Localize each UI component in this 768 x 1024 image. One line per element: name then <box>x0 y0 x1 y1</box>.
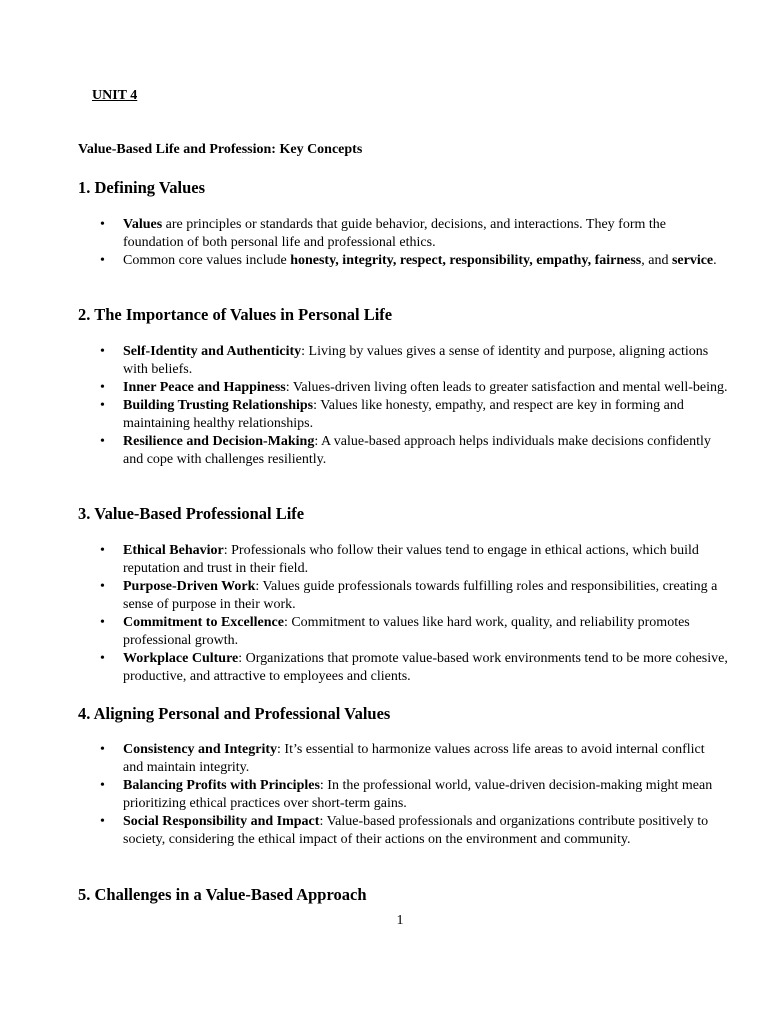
bullet-icon: • <box>100 398 105 413</box>
bullet-icon: • <box>100 651 105 666</box>
section-heading: 3. Value-Based Professional Life <box>78 504 305 523</box>
section-heading: 2. The Importance of Values in Personal Life <box>78 305 393 324</box>
bullet-icon: • <box>100 344 105 359</box>
bullet-icon: • <box>100 253 105 268</box>
list-item: • Balancing Profits with Principles: In the professional world, value-driven decision-making might mean prioritizing ethical practices over short-term gains. <box>100 778 713 811</box>
bullet-list <box>78 741 728 849</box>
section-heading: 1. Defining Values <box>78 178 205 197</box>
bullet-list <box>78 542 728 686</box>
list-item: • Values are principles or standards that guide behavior, decisions, and interactions. They form the foundation of both personal life and professional ethics. <box>100 217 666 250</box>
bullet-icon: • <box>100 814 105 829</box>
list-item: • Ethical Behavior: Professionals who follow their values tend to engage in ethical actions, which build reputation and trust in their field. <box>100 543 699 576</box>
list-item: • Purpose-Driven Work: Values guide professionals towards fulfilling roles and responsibilities, creating a sense of purpose in their work. <box>100 579 718 612</box>
bullet-icon: • <box>100 543 105 558</box>
bullet-icon: • <box>100 778 105 793</box>
section-heading: 5. Challenges in a Value-Based Approach <box>78 885 367 904</box>
section-heading: 4. Aligning Personal and Professional Values <box>78 704 391 723</box>
list-item: • Self-Identity and Authenticity: Living by values gives a sense of identity and purpose, aligning actions with beliefs. <box>100 344 709 377</box>
bullet-list <box>78 216 728 270</box>
list-item: • Resilience and Decision-Making: A value-based approach helps individuals make decisions confidently and cope with challenges resiliently. <box>100 434 711 467</box>
list-item: • Inner Peace and Happiness: Values-driven living often leads to greater satisfaction and mental well-being. <box>100 380 728 395</box>
bullet-icon: • <box>100 217 105 232</box>
bullet-icon: • <box>100 434 105 449</box>
bullet-list <box>78 343 728 469</box>
document-title: Value-Based Life and Profession: Key Concepts <box>78 142 363 157</box>
list-item: • Building Trusting Relationships: Values like honesty, empathy, and respect are key in forming and maintaining healthy relationships. <box>100 398 684 431</box>
bullet-icon: • <box>100 615 105 630</box>
list-item: • Workplace Culture: Organizations that promote value-based work environments tend to be more cohesive, productive, and attractive to employees and clients. <box>100 651 728 684</box>
page-number: 1 <box>396 913 404 928</box>
list-item: • Consistency and Integrity: It’s essential to harmonize values across life areas to avoid internal conflict and maintain integrity. <box>100 742 705 775</box>
unit-title: UNIT 4 <box>92 88 138 103</box>
bullet-icon: • <box>100 742 105 757</box>
list-item: • Common core values include honesty, integrity, respect, responsibility, empathy, fairness, and service. <box>100 253 717 268</box>
list-item: • Social Responsibility and Impact: Value-based professionals and organizations contribute positively to society, considering the ethical impact of their actions on the environment and community. <box>100 814 709 847</box>
bullet-icon: • <box>100 579 105 594</box>
list-item: • Commitment to Excellence: Commitment to values like hard work, quality, and reliability promotes professional growth. <box>100 615 690 648</box>
bullet-icon: • <box>100 380 105 395</box>
